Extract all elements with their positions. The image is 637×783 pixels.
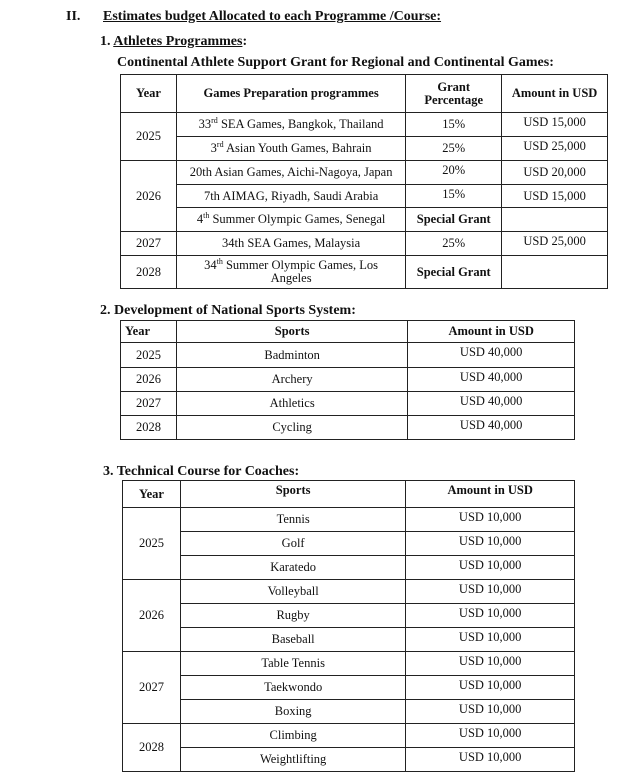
amount-cell: USD 40,000 xyxy=(408,416,575,440)
sport-cell: Cycling xyxy=(176,416,407,440)
amount-cell: USD 10,000 xyxy=(406,604,575,628)
year-cell: 2028 xyxy=(123,724,181,772)
programme-cell: 34th Summer Olympic Games, Los Angeles xyxy=(176,256,405,289)
programme-cell: 4th Summer Olympic Games, Senegal xyxy=(176,208,405,232)
sport-cell: Taekwondo xyxy=(180,676,405,700)
sub1-number: 1. xyxy=(100,34,111,49)
amount-cell: USD 40,000 xyxy=(408,392,575,416)
athlete-grant-table xyxy=(120,74,608,289)
table-row xyxy=(121,113,608,137)
table-header-row xyxy=(121,321,575,343)
table-row xyxy=(121,343,575,368)
year-cell: 2028 xyxy=(121,256,177,289)
col-header-sports: Sports xyxy=(176,321,407,343)
sport-cell: Badminton xyxy=(176,343,407,368)
table-row xyxy=(123,628,575,652)
section-numeral: II. xyxy=(66,9,81,24)
national-sports-table xyxy=(120,320,575,440)
grant-cell: 25% xyxy=(406,137,502,161)
year-cell: 2027 xyxy=(121,392,177,416)
sub3-number: 3. xyxy=(103,464,114,479)
grant-cell: Special Grant xyxy=(406,208,502,232)
table-row xyxy=(121,256,608,289)
amount-cell xyxy=(502,208,608,232)
year-cell: 2027 xyxy=(121,232,177,256)
sub1-heading xyxy=(100,34,247,50)
year-cell: 2025 xyxy=(121,113,177,161)
table-row xyxy=(121,392,575,416)
table-header-row xyxy=(121,75,608,113)
table-row xyxy=(121,137,608,161)
grant-cell: 25% xyxy=(406,232,502,256)
col-header-year: Year xyxy=(121,321,177,343)
col-header-grant-line2: Percentage xyxy=(424,92,484,107)
table-row xyxy=(123,724,575,748)
year-cell: 2026 xyxy=(123,580,181,652)
amount-cell: USD 10,000 xyxy=(406,676,575,700)
table-row xyxy=(121,208,608,232)
amount-cell: USD 20,000 xyxy=(502,161,608,185)
col-header-year: Year xyxy=(121,75,177,113)
table-row xyxy=(123,700,575,724)
table-row xyxy=(123,652,575,676)
amount-cell: USD 10,000 xyxy=(406,700,575,724)
table-header-row xyxy=(123,481,575,508)
col-header-amount: Amount in USD xyxy=(502,75,608,113)
table-row xyxy=(123,532,575,556)
amount-cell: USD 10,000 xyxy=(406,556,575,580)
amount-cell: USD 15,000 xyxy=(502,113,608,137)
col-header-programme: Games Preparation programmes xyxy=(176,75,405,113)
table-row xyxy=(123,676,575,700)
amount-cell: USD 10,000 xyxy=(406,652,575,676)
sport-cell: Karatedo xyxy=(180,556,405,580)
year-cell: 2026 xyxy=(121,368,177,392)
year-cell: 2028 xyxy=(121,416,177,440)
table-row xyxy=(123,604,575,628)
grant-cell: Special Grant xyxy=(406,256,502,289)
amount-cell: USD 10,000 xyxy=(406,628,575,652)
grant-cell: 20% xyxy=(406,161,502,185)
sport-cell: Tennis xyxy=(180,508,405,532)
coaches-course-table xyxy=(122,480,575,772)
table-row xyxy=(123,556,575,580)
programme-cell: 20th Asian Games, Aichi-Nagoya, Japan xyxy=(176,161,405,185)
sport-cell: Climbing xyxy=(180,724,405,748)
sport-cell: Weightlifting xyxy=(180,748,405,772)
sub2-number: 2. xyxy=(100,303,111,318)
year-cell: 2025 xyxy=(121,343,177,368)
amount-cell: USD 25,000 xyxy=(502,137,608,161)
table-row xyxy=(121,161,608,185)
amount-cell: USD 10,000 xyxy=(406,724,575,748)
programme-cell: 3rd Asian Youth Games, Bahrain xyxy=(176,137,405,161)
year-cell: 2026 xyxy=(121,161,177,232)
table-row xyxy=(121,232,608,256)
sport-cell: Baseball xyxy=(180,628,405,652)
amount-cell: USD 15,000 xyxy=(502,185,608,208)
sub1-colon: : xyxy=(242,34,248,49)
sport-cell: Golf xyxy=(180,532,405,556)
amount-cell xyxy=(502,256,608,289)
amount-cell: USD 25,000 xyxy=(502,232,608,256)
grant-cell: 15% xyxy=(406,185,502,208)
amount-cell: USD 40,000 xyxy=(408,343,575,368)
sub3-title: Technical Course for Coaches: xyxy=(116,464,300,479)
programme-cell: 33rd SEA Games, Bangkok, Thailand xyxy=(176,113,405,137)
sport-cell: Boxing xyxy=(180,700,405,724)
sub2-title: Development of National Sports System: xyxy=(114,303,356,318)
sub2-heading xyxy=(100,303,356,319)
sport-cell: Athletics xyxy=(176,392,407,416)
table-row xyxy=(123,748,575,772)
grant-cell: 15% xyxy=(406,113,502,137)
col-header-year: Year xyxy=(123,481,181,508)
sport-cell: Archery xyxy=(176,368,407,392)
table-row xyxy=(121,416,575,440)
col-header-amount: Amount in USD xyxy=(408,321,575,343)
sport-cell: Volleyball xyxy=(180,580,405,604)
sport-cell: Table Tennis xyxy=(180,652,405,676)
amount-cell: USD 10,000 xyxy=(406,748,575,772)
year-cell: 2025 xyxy=(123,508,181,580)
sub1-table-title: Continental Athlete Support Grant for Regional and Continental Games: xyxy=(117,55,554,70)
table-row xyxy=(123,580,575,604)
amount-cell: USD 40,000 xyxy=(408,368,575,392)
table-row xyxy=(121,368,575,392)
section-title: Estimates budget Allocated to each Programme /Course: xyxy=(103,9,442,24)
col-header-grant-line1: Grant xyxy=(437,79,471,94)
sub1-title: Athletes Programmes xyxy=(113,34,243,49)
col-header-grant xyxy=(406,75,502,113)
programme-cell: 34th SEA Games, Malaysia xyxy=(176,232,405,256)
amount-cell: USD 10,000 xyxy=(406,580,575,604)
sub3-heading xyxy=(103,464,299,480)
sport-cell: Rugby xyxy=(180,604,405,628)
table-row xyxy=(123,508,575,532)
col-header-sports: Sports xyxy=(180,481,405,508)
amount-cell: USD 10,000 xyxy=(406,532,575,556)
table-row xyxy=(121,185,608,208)
programme-cell: 7th AIMAG, Riyadh, Saudi Arabia xyxy=(176,185,405,208)
year-cell: 2027 xyxy=(123,652,181,724)
col-header-amount: Amount in USD xyxy=(406,481,575,508)
amount-cell: USD 10,000 xyxy=(406,508,575,532)
